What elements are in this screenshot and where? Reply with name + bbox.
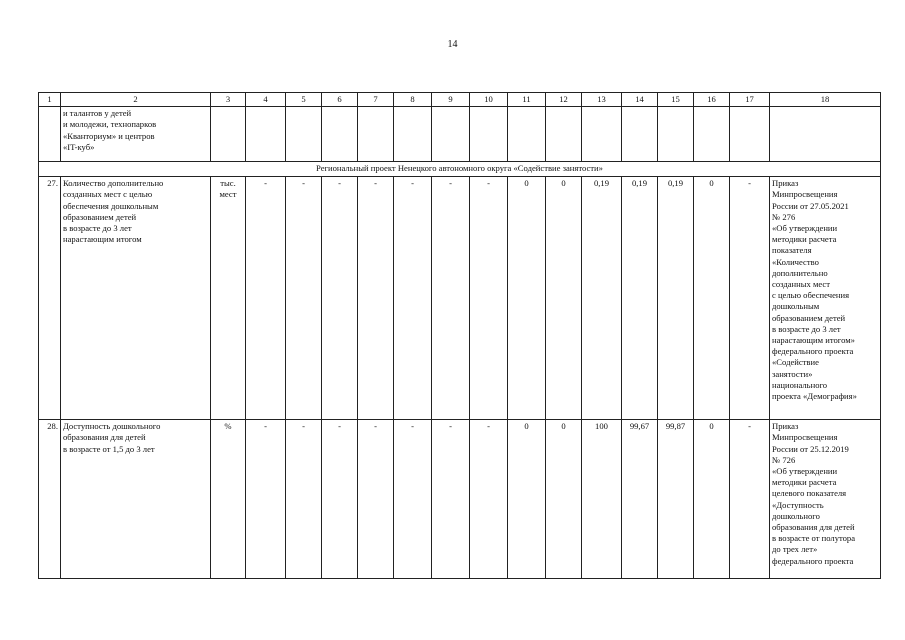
value-cell: 0,19: [658, 177, 694, 420]
basis-document: Приказ Минпросвещения России от 27.05.2021 № 276 «Об утверждении методики расчета показателя «Количество дополнительно созданных мест с целью обеспечения дошкольным образованием детей в возрасте до 3 лет нарастающим итогом» федерального проекта «Содействие занятости» национального проекта «Демография»: [770, 177, 881, 420]
row-number: 28.: [39, 420, 61, 579]
value-cell: 0: [546, 420, 582, 579]
value-cell: 0: [508, 177, 546, 420]
value-cell: 99,67: [622, 420, 658, 579]
value-cell: 0: [694, 420, 730, 579]
column-header: 1: [39, 93, 61, 107]
column-header: 13: [582, 93, 622, 107]
indicators-table: [38, 92, 881, 579]
value-cell: -: [432, 420, 470, 579]
column-header: 10: [470, 93, 508, 107]
value-cell: -: [730, 177, 770, 420]
value-cell: -: [470, 420, 508, 579]
column-header: 12: [546, 93, 582, 107]
basis-document: Приказ Минпросвещения России от 25.12.2019 № 726 «Об утверждении методики расчета целевого показателя «Доступность дошкольного образования для детей в возрасте от полутора до трех лет» федерального проекта: [770, 420, 881, 579]
column-header: 7: [358, 93, 394, 107]
column-header: 18: [770, 93, 881, 107]
value-cell: 0,19: [582, 177, 622, 420]
value-cell: 100: [582, 420, 622, 579]
value-cell: -: [322, 177, 358, 420]
column-header: 9: [432, 93, 470, 107]
column-header: 2: [61, 93, 211, 107]
column-header: 3: [211, 93, 246, 107]
value-cell: -: [730, 420, 770, 579]
value-cell: 0: [508, 420, 546, 579]
page-number: 14: [447, 39, 458, 50]
column-header: 5: [286, 93, 322, 107]
value-cell: 0: [694, 177, 730, 420]
row-number: 27.: [39, 177, 61, 420]
value-cell: -: [358, 420, 394, 579]
indicator-name: Доступность дошкольного образования для детей в возрасте от 1,5 до 3 лет: [61, 420, 211, 579]
section-row: [39, 162, 881, 177]
unit: %: [211, 420, 246, 579]
column-header: 11: [508, 93, 546, 107]
value-cell: -: [394, 177, 432, 420]
value-cell: -: [286, 177, 322, 420]
value-cell: -: [394, 420, 432, 579]
unit: тыс. мест: [211, 177, 246, 420]
column-header: 6: [322, 93, 358, 107]
table-row-continuation: [39, 107, 881, 162]
column-header: 17: [730, 93, 770, 107]
value-cell: 0: [546, 177, 582, 420]
value-cell: -: [322, 420, 358, 579]
value-cell: -: [358, 177, 394, 420]
value-cell: -: [246, 177, 286, 420]
indicator-name: и талантов у детей и молодежи, технопарков «Кванториум» и центров «IT-куб»: [61, 107, 211, 162]
table-row: [39, 420, 881, 579]
column-header: 8: [394, 93, 432, 107]
value-cell: -: [432, 177, 470, 420]
column-header: 4: [246, 93, 286, 107]
indicator-name: Количество дополнительно созданных мест с целью обеспечения дошкольным образованием детей в возрасте до 3 лет нарастающим итогом: [61, 177, 211, 420]
value-cell: -: [470, 177, 508, 420]
value-cell: 0,19: [622, 177, 658, 420]
table-header-row: [39, 93, 881, 107]
value-cell: -: [286, 420, 322, 579]
column-header: 14: [622, 93, 658, 107]
value-cell: -: [246, 420, 286, 579]
value-cell: 99,87: [658, 420, 694, 579]
table-row: [39, 177, 881, 420]
section-title: Региональный проект Ненецкого автономного округа «Содействие занятости»: [39, 162, 881, 177]
column-header: 15: [658, 93, 694, 107]
column-header: 16: [694, 93, 730, 107]
